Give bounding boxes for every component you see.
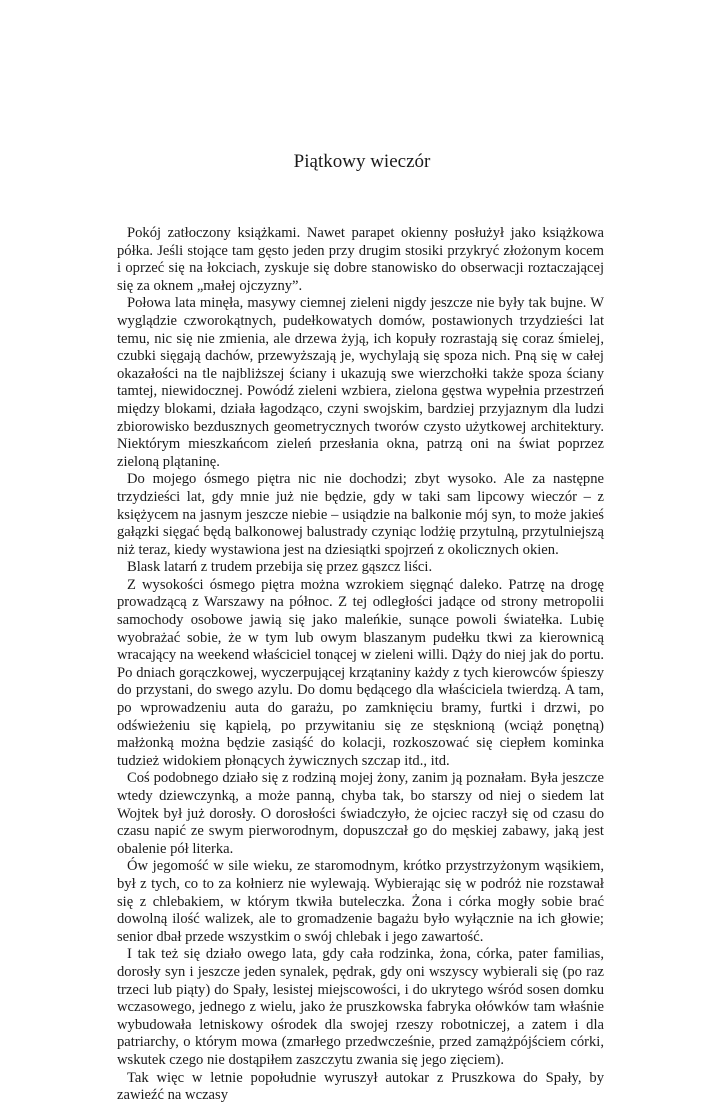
paragraph: Z wysokości ósmego piętra można wzrokiem sięgnąć daleko. Patrzę na drogę prowadzącą z Warszawy na północ. Z tej odległości jadące od strony metropolii samochody osobowe jawią się jako maleńkie, sunące powoli światełka. Lubię wyobrażać sobie, że w tym lub owym blaszanym pudełku tkwi za kierownicą wracający na weekend właściciel tonącej w zieleni willi. Dąży do niej jak do portu. Po dniach gorączkowej, wyczerpującej krzątaniny każdy z tych kierowców śpieszy do przystani, do swego azylu. Do domu będącego dla właściciela twierdzą. A tam, po wprowadzeniu auta do garażu, po zamknięciu bramy, furtki i drzwi, po odświeżeniu się kąpielą, po przywitaniu się ze stęsknioną (wciąż ponętną) małżonką można będzie zasiąść do kolacji, rozkoszować się ciepłem kominka tudzież widokiem płonących żywicznych szczap itd., itd. — [117, 576, 604, 769]
paragraph: Blask latarń z trudem przebija się przez gąszcz liści. — [127, 559, 433, 576]
paragraph: Coś podobnego działo się z rodziną mojej żony, zanim ją poznałam. Była jeszcze wtedy dziewczynką, a może panną, chyba tak, bo starszy od niej o siedem lat Wojtek był już dorosły. O dorosłości świadczyło, że ojciec raczył się od czasu do czasu napić ze swym pierworodnym, dopuszczał go do męskiej zabawy, jaką jest obalenie pół literka. — [117, 770, 604, 857]
paragraph: Ów jegomość w sile wieku, ze staromodnym, krótko przystrzyżonym wąsikiem, był z tych, co to za kołnierz nie wylewają. Wybierając się w podróż nie rozstawał się z chlebakiem, w którym tkwiła buteleczka. Żona i córka mogły sobie brać dowolną ilość walizek, ale to gromadzenie bagażu było wyłącznie na ich głowie; senior dbał przede wszystkim o swój chlebak i jego zawartość. — [117, 858, 604, 945]
paragraph: Do mojego ósmego piętra nic nie dochodzi; zbyt wysoko. Ale za następne trzydzieści lat, gdy mnie już nie będzie, gdy w taki sam lipcowy wieczór – z księżycem na jasnym jeszcze niebie – usiądzie na balkonie mój syn, to może jakieś gałązki sięgać będą balkonowej balustrady czyniąc lodżię przytulną, przytulniejszą niż teraz, kiedy wystawiona jest na dziesiątki spojrzeń z okolicznych okien. — [117, 471, 604, 558]
paragraph: Pokój zatłoczony książkami. Nawet parapet okienny posłużył jako książkowa półka. Jeśli stojące tam gęsto jeden przy drugim stosiki przykryć złożonym kocem i oprzeć się na łokciach, zyskuje się dobre stanowisko do obserwacji roztaczającej się za oknem „małej ojczyzny”. — [117, 225, 604, 294]
paragraph: I tak też się działo owego lata, gdy cała rodzinka, żona, córka, pater familias, dorosły syn i jeszcze jeden synalek, pędrak, gdy oni wszyscy wybierali się (po raz trzeci lub piąty) do Spały, lesistej miejscowości, i do ukrytego wśród sosen domku wczasowego, jednego z wielu, jako że pruszkowska fabryka ołówków tam właśnie wybudowała letniskowy ośrodek dla swojej rzeszy robotniczej, a zatem i dla patriarchy, o którym mowa (zmarłego przedwcześnie, przed zamążpójściem córki, wskutek czego nie dostąpiłem zaszczytu zwania się jego zięciem). — [117, 946, 604, 1068]
paragraph: Połowa lata minęła, masywy ciemnej zieleni nigdy jeszcze nie były tak bujne. W wyglądzie czworokątnych, pudełkowatych domów, postawionych trzydzieści lat temu, nic się nie zmienia, ale drzewa żyją, ich kopuły rozrastają się coraz śmielej, czubki sięgają dachów, przewyższają je, wychylają się spoza nich. Pną się w całej okazałości na tle najbliższej ściany i ukazują swe wierzchołki także spoza ściany tamtej, niewidocznej. Powódź zieleni wzbiera, zielona gęstwa wypełnia przestrzeń między blokami, działa łagodząco, czyni swojskim, bardziej przyjaznym dla ludzi zbiorowisko bezdusznych geometrycznych tworów czysto użytkowej architektury. Niektórym mieszkańcom zieleń przesłania okna, patrzą oni na świat poprzez zieloną plątaninę. — [117, 295, 604, 470]
text-body — [117, 225, 604, 1105]
paragraph: Tak więc w letnie popołudnie wyruszył autokar z Pruszkowa do Spały, by zawieźć na wczasy — [117, 1069, 604, 1104]
page-title: Piątkowy wieczór — [293, 151, 431, 172]
